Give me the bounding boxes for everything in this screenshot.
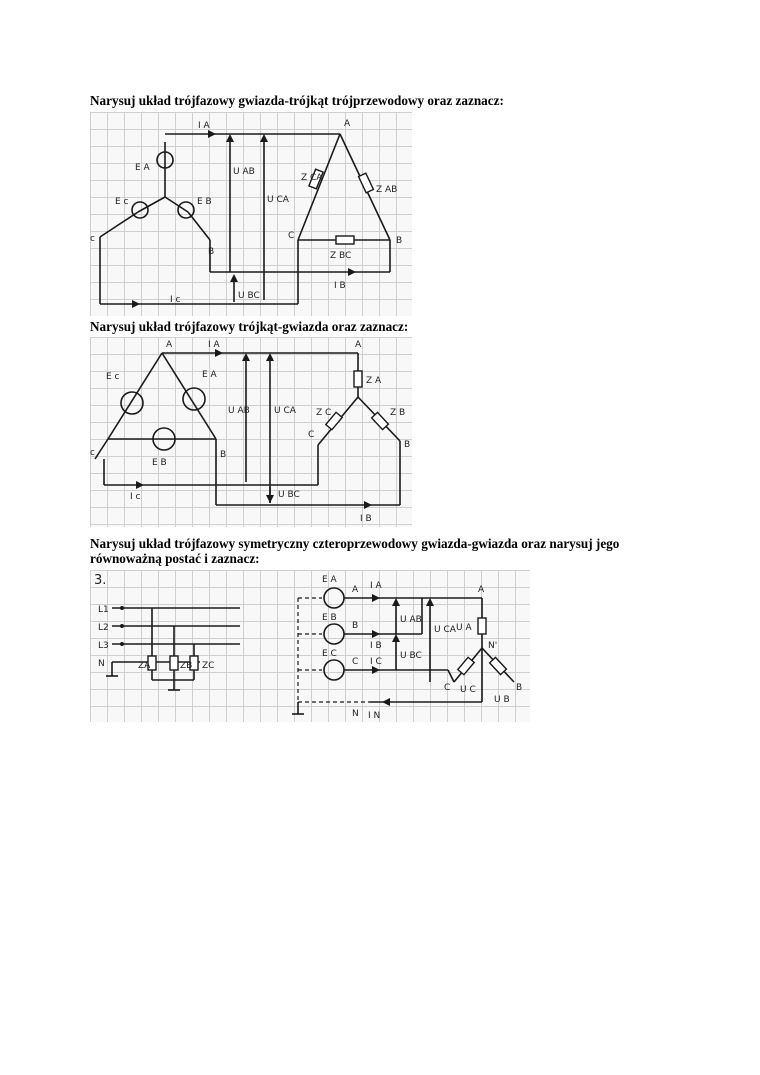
label-node-a: A (344, 119, 351, 129)
label-z-ca: Z CA (301, 173, 323, 183)
z-a-resistor (478, 618, 486, 634)
z-ab-resistor (359, 173, 374, 193)
label-i-b: I B (360, 514, 372, 524)
z-b-resistor (490, 657, 507, 674)
label-node-a-right: A (355, 340, 362, 350)
label-u-bc: U BC (278, 490, 300, 500)
task-1-figure (90, 112, 412, 316)
u-ca-arrow-head (260, 134, 268, 142)
source-ea-symbol (324, 588, 344, 608)
label-e-b: E B (322, 613, 337, 623)
label-i-c: I c (170, 295, 181, 305)
source-ea-symbol (183, 388, 205, 410)
label-n: N (98, 659, 105, 669)
label-i-a: I A (198, 121, 210, 131)
label-l1: L1 (98, 605, 109, 615)
label-z-c: Z C (316, 408, 332, 418)
i-b-arrow (348, 268, 356, 276)
i-a-arrow (372, 594, 380, 602)
terminal-l2 (120, 624, 124, 628)
source-branch-c (138, 197, 165, 212)
label-e-b: E B (197, 197, 212, 207)
label-e-c: E C (322, 649, 337, 659)
label-i-a: I A (370, 581, 382, 591)
label-u-ab: U AB (233, 167, 255, 177)
label-b: B (352, 621, 359, 631)
label-e-c: E c (115, 197, 129, 207)
task-3-heading: Narysuj układ trójfazowy symetryczny czteroprzewodowy gwiazda-gwiazda oraz narysuj jego równoważną postać i zaznacz: (90, 536, 620, 566)
task-3-figure (90, 570, 530, 722)
label-node-a: A (478, 585, 485, 595)
label-z-bc: Z BC (330, 251, 352, 261)
label-z-a: Z A (366, 376, 382, 386)
u-bc-arrow-head (230, 274, 238, 282)
u-ab-arrow-head (392, 598, 400, 606)
source-side-a (162, 353, 216, 439)
source-side-c (108, 353, 162, 439)
label-node-c: C (308, 430, 315, 440)
u-ab-arrow-head (226, 134, 234, 142)
terminal-l1 (120, 606, 124, 610)
z-b-left-resistor (170, 656, 178, 670)
source-ec-symbol (121, 392, 143, 414)
source-branch-b (165, 197, 188, 212)
label-z-b-left: ZB (180, 661, 193, 671)
label-i-c: I C (370, 657, 382, 667)
label-u-bc: U BC (238, 291, 260, 301)
z-c-resistor (458, 657, 474, 674)
label-u-ab: U AB (400, 615, 422, 625)
label-z-c-left: ZC (202, 661, 215, 671)
label-z-a-left: ZA (138, 661, 151, 671)
label-u-ab: U AB (228, 406, 250, 416)
i-b-arrow (364, 501, 372, 509)
label-n-right: N (352, 709, 359, 719)
label-u-bc: U BC (400, 651, 422, 661)
wire-b-diag (188, 212, 210, 240)
label-u-a: U A (456, 623, 472, 633)
terminal-l3 (120, 642, 124, 646)
i-a-arrow (208, 130, 216, 138)
label-i-a: I A (208, 340, 220, 350)
label-node-b: B (404, 440, 411, 450)
label-l2: L2 (98, 623, 109, 633)
wire-c-diag (100, 212, 138, 237)
delta-side-ca (298, 134, 340, 240)
i-a-arrow (215, 349, 223, 357)
label-l3: L3 (98, 641, 109, 651)
label-i-c: I c (130, 492, 141, 502)
task-1-heading: Narysuj układ trójfazowy gwiazda-trójkąt trójprzewodowy oraz zaznacz: (90, 93, 504, 108)
label-e-c: E c (106, 372, 120, 382)
label-e-a: E A (202, 370, 217, 380)
task-2-heading: Narysuj układ trójfazowy trójkąt-gwiazda oraz zaznacz: (90, 319, 409, 334)
u-ca-arrow-head (426, 598, 434, 606)
label-u-ca: U CA (274, 406, 296, 416)
u-ca-arrow-head (266, 353, 274, 361)
label-u-ca: U CA (267, 195, 289, 205)
label-node-b: B (516, 683, 523, 693)
label-u-c: U C (460, 685, 476, 695)
label-i-b: I B (334, 281, 346, 291)
z-bc-resistor (336, 236, 354, 244)
delta-star-circuit-diagram (90, 337, 412, 527)
label-a: A (352, 585, 359, 595)
wire-c-diag (95, 439, 108, 459)
label-z-ab: Z AB (376, 185, 398, 195)
u-bc-arrow-head (392, 634, 400, 642)
u-bc-arrow-head (266, 495, 274, 503)
i-c-arrow (132, 300, 140, 308)
label-u-b: U B (494, 695, 510, 705)
label-c: C (352, 657, 359, 667)
label-node-c: C (444, 683, 451, 693)
label-i-b: I B (370, 641, 382, 651)
label-node-b-left: B (208, 247, 215, 257)
task-number: 3. (94, 573, 107, 588)
label-node-c-left: c (90, 448, 95, 458)
i-n-arrow (382, 698, 390, 706)
label-node-b-left: B (220, 450, 227, 460)
label-e-a: E A (135, 163, 150, 173)
label-node-c: C (288, 231, 295, 241)
label-node-c-left: c (90, 234, 95, 244)
label-e-b: E B (152, 458, 167, 468)
star-star-circuit-diagram (90, 570, 530, 722)
label-node-b: B (396, 236, 403, 246)
label-z-b: Z B (390, 408, 406, 418)
task-2-figure (90, 337, 412, 527)
label-i-n: I N (368, 711, 381, 721)
i-c-arrow (136, 481, 144, 489)
label-node-n: N' (488, 641, 498, 651)
label-e-a: E A (322, 575, 337, 585)
label-node-a: A (166, 340, 173, 350)
wire-c-join (448, 670, 454, 682)
source-ec-symbol (324, 660, 344, 680)
i-b-arrow (372, 630, 380, 638)
label-u-ca: U CA (434, 625, 456, 635)
star-delta-circuit-diagram (90, 112, 412, 316)
z-a-resistor (354, 371, 362, 387)
z-b-resistor (372, 412, 389, 429)
source-eb-symbol (324, 624, 344, 644)
u-ab-arrow-head (242, 353, 250, 361)
i-c-arrow (372, 666, 380, 674)
